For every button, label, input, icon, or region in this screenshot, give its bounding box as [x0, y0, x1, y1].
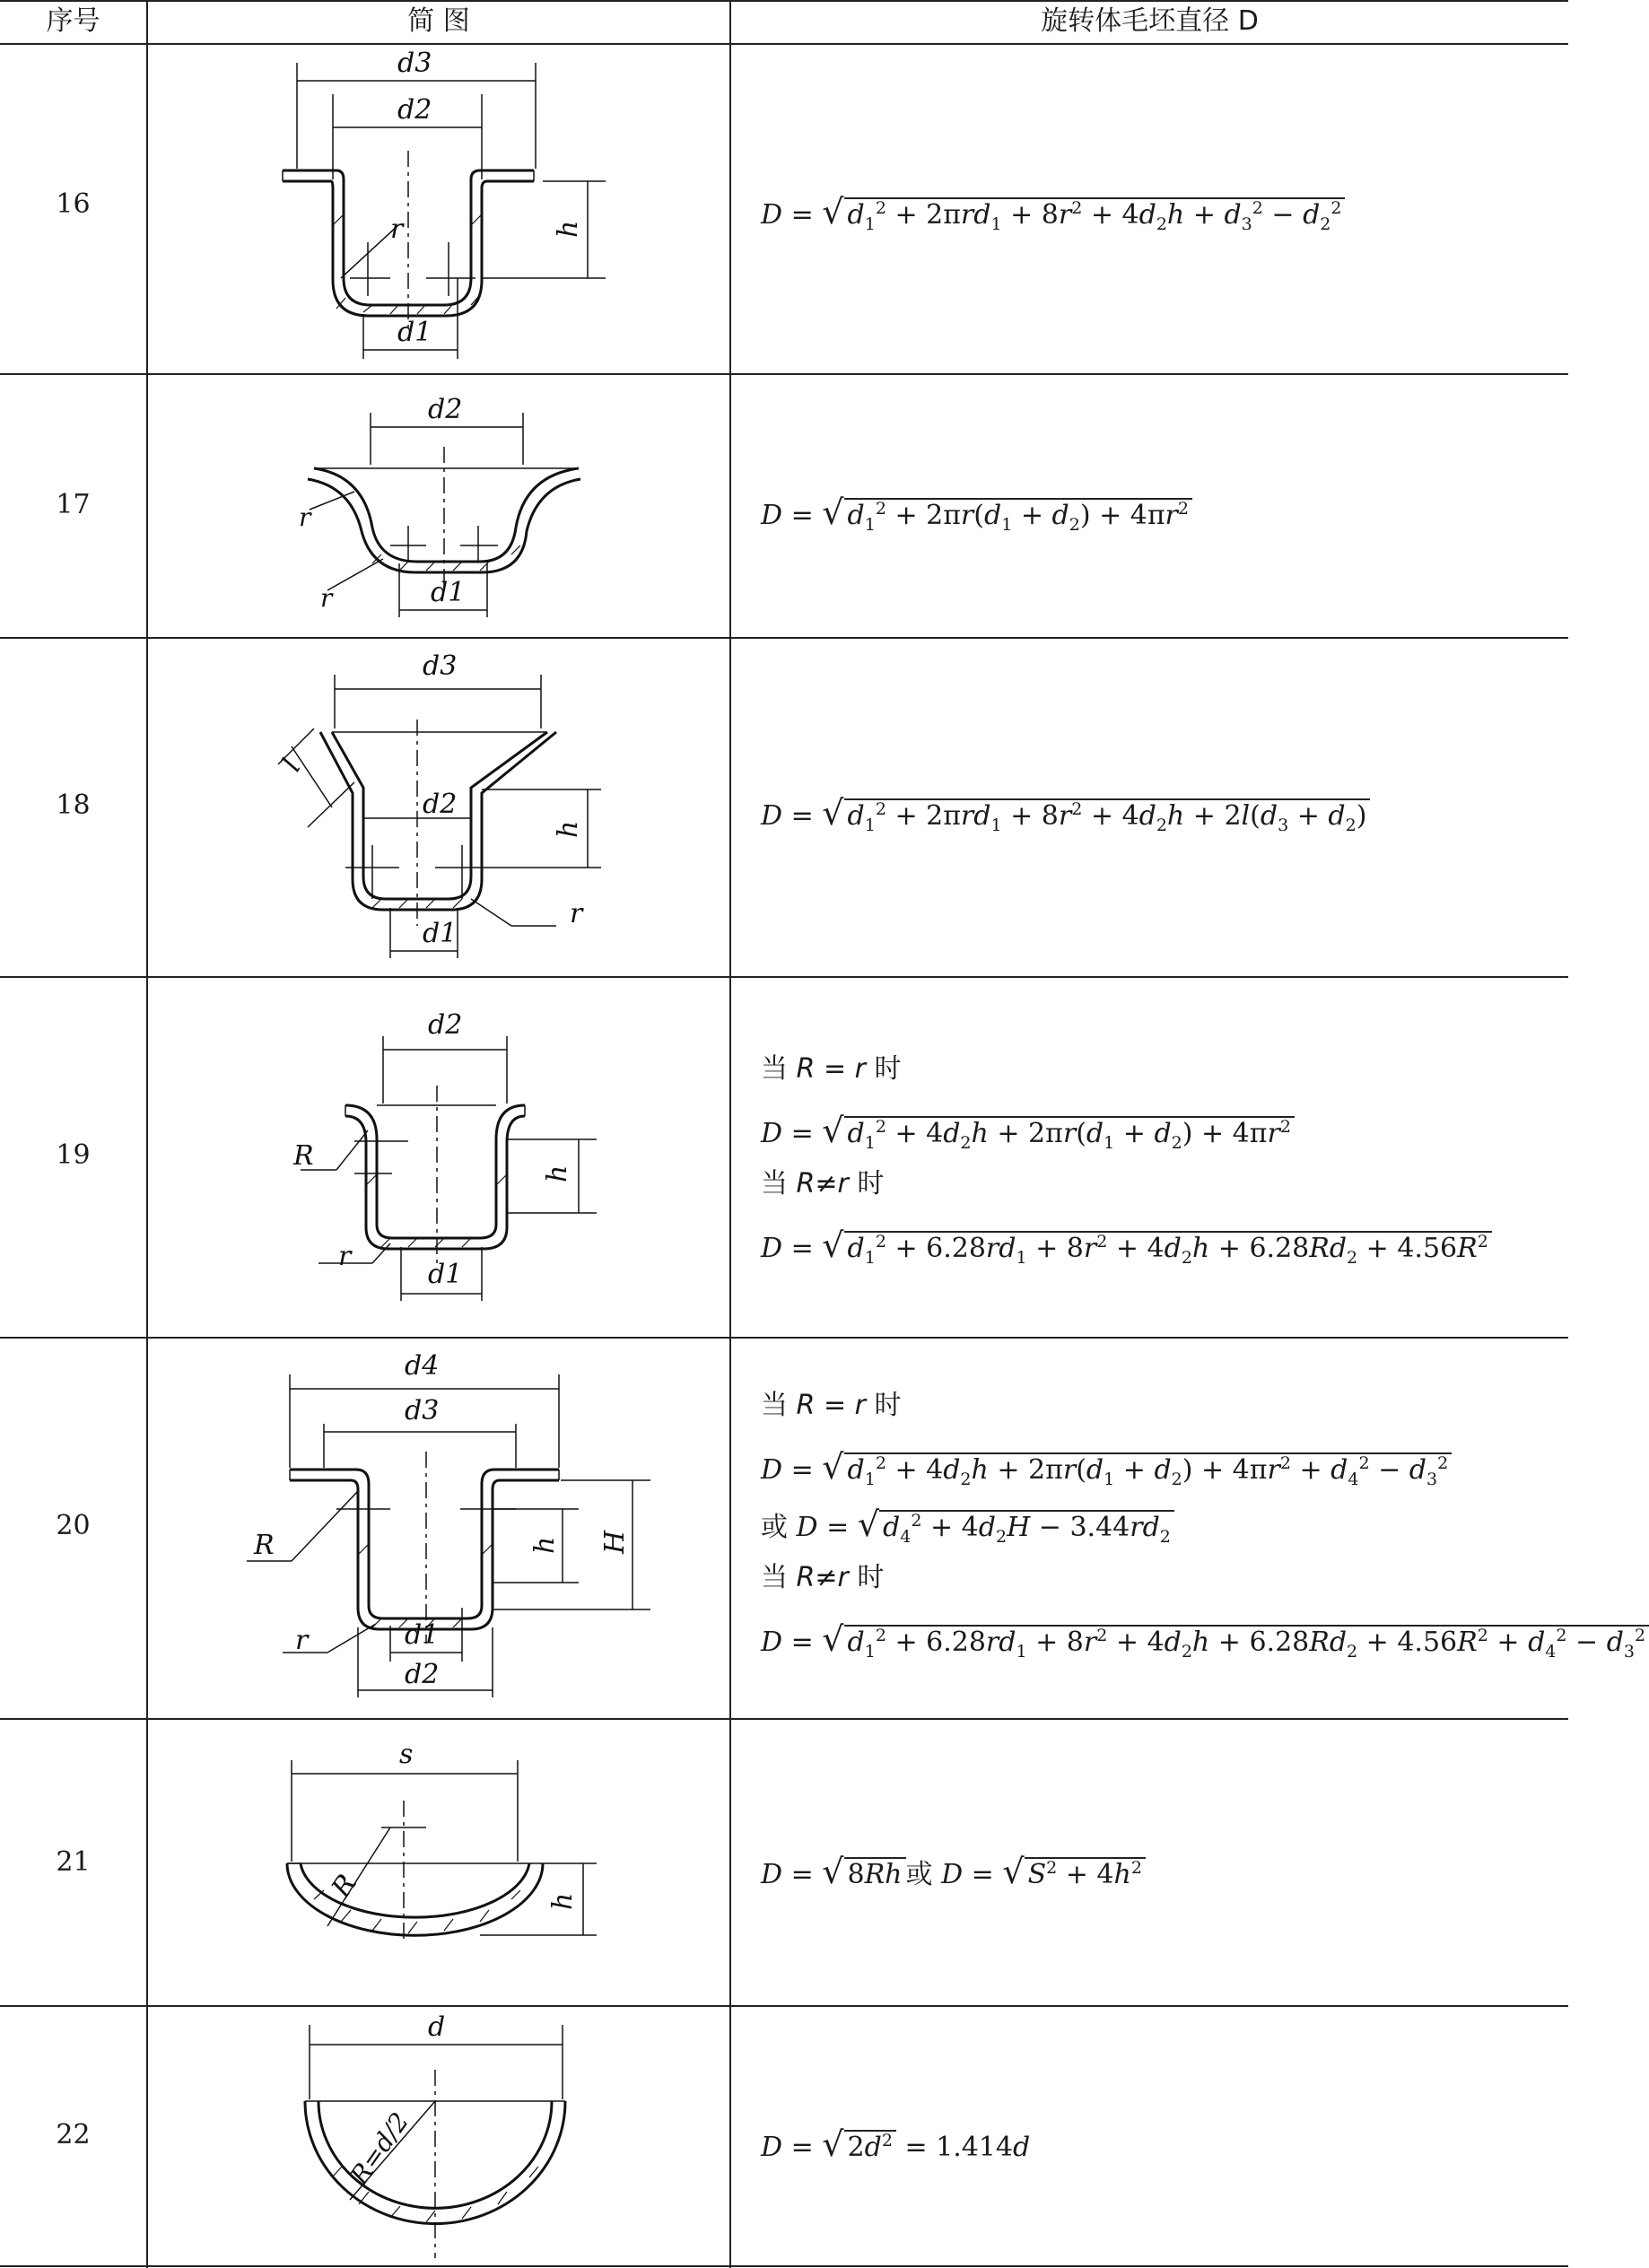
- label-h: h: [542, 1165, 573, 1182]
- label-r: r: [338, 1241, 352, 1272]
- label-R: R: [325, 1869, 363, 1904]
- formula-line: 或 D = √ $d_4^2 + 4d_2H - 3.44rd_2$: [761, 1492, 1649, 1549]
- formula-line: D = √ $d_1^2 + 4d_2h + 2\pi r(d_1 + d_2) + 4\pi r^2 + d_4^2 - d_3^2$: [761, 1435, 1649, 1492]
- row-index: 17: [56, 489, 91, 520]
- label-d3: d3: [405, 1395, 440, 1426]
- label-r: r: [295, 1625, 309, 1656]
- label-d3: d3: [423, 650, 458, 682]
- row-index: 19: [56, 1139, 91, 1171]
- label-R: R: [254, 1530, 275, 1561]
- label-d: d: [428, 2011, 446, 2043]
- label-d2: d2: [423, 789, 458, 820]
- formula-line: D = √ $d_1^2 + 4d_2h + 2\pi r(d_1 + d_2) + 4\pi r^2$: [761, 1098, 1492, 1156]
- formula-22: [761, 2112, 1030, 2169]
- label-H: H: [599, 1530, 631, 1554]
- label-r-lower: r: [320, 583, 333, 613]
- row-index: 16: [56, 188, 91, 220]
- formula-16: [761, 179, 1345, 237]
- row-index: 21: [56, 1846, 91, 1878]
- sketch-19-drawing: [148, 978, 729, 1337]
- header-index: 序号: [46, 5, 100, 37]
- header-formula: 旋转体毛坯直径 D: [1041, 5, 1259, 37]
- formula-line: D = √ $d_1^2 + 2\pi rd_1 + 8r^2 + 4d_2h + 2l(d_3 + d_2)$: [761, 781, 1370, 838]
- label-d1: d1: [423, 918, 458, 949]
- label-r-upper: r: [299, 502, 311, 532]
- table-border: [729, 0, 731, 2268]
- sketch-19: [148, 978, 729, 1337]
- sketch-17-drawing: [148, 375, 729, 637]
- formula-18: [761, 781, 1370, 838]
- formula-line: D = √ $d_1^2 + 2\pi r(d_1 + d_2) + 4\pi r^2$: [761, 480, 1192, 537]
- label-h: h: [553, 220, 584, 238]
- formula-21: [761, 1839, 1146, 1897]
- row-index: 20: [56, 1510, 91, 1541]
- label-d1: d1: [397, 317, 432, 348]
- sketch-18-drawing: [148, 639, 729, 976]
- label-d2: d2: [405, 1659, 440, 1690]
- table-border: [0, 2265, 1568, 2267]
- label-h: h: [547, 1892, 579, 1910]
- formula-20: [761, 1377, 1649, 1664]
- formula-line: D = √ $d_1^2 + 2\pi rd_1 + 8r^2 + 4d_2h + d_3^2 - d_2^2$: [761, 179, 1345, 237]
- sketch-22-drawing: [148, 2007, 729, 2265]
- formula-line: D = √ $d_1^2 + 6.28rd_1 + 8r^2 + 4d_2h + 6.28Rd_2 + 4.56R^2 + d_4^2 - d_3^2$: [761, 1607, 1649, 1664]
- formula-condition: 当 R = r 时: [761, 1053, 902, 1085]
- formula-condition: 当 R≠r 时: [761, 1562, 885, 1593]
- row-index: 22: [56, 2119, 91, 2150]
- label-h: h: [553, 820, 584, 838]
- sketch-20: [148, 1339, 729, 1718]
- formula-condition: 当 R = r 时: [761, 1390, 902, 1421]
- label-d1: d1: [405, 1619, 440, 1651]
- label-s: s: [399, 1739, 414, 1770]
- sketch-20-drawing: [148, 1339, 729, 1718]
- label-R: R=d/2: [344, 2107, 415, 2191]
- sketch-17: [148, 375, 729, 637]
- label-d2: d2: [428, 394, 463, 425]
- label-d2: d2: [428, 1009, 463, 1041]
- label-d1: d1: [428, 1259, 463, 1290]
- label-d1: d1: [431, 577, 466, 608]
- sketch-22: [148, 2007, 729, 2265]
- label-r: r: [390, 214, 404, 245]
- sketch-21: [148, 1720, 729, 2005]
- formula-condition: 当 R≠r 时: [761, 1168, 885, 1199]
- formula-line: D = √ $2d^2 = 1.414d$: [761, 2124, 1031, 2164]
- sketch-18: [148, 639, 729, 976]
- label-d4: d4: [405, 1350, 440, 1382]
- label-d3: d3: [397, 48, 432, 79]
- formula-line: D = √ $d_1^2 + 6.28rd_1 + 8r^2 + 4d_2h + 6.28Rd_2 + 4.56R^2$: [761, 1213, 1492, 1270]
- sketch-21-drawing: [148, 1720, 729, 2005]
- label-R: R: [293, 1140, 314, 1172]
- sketch-16-drawing: [148, 45, 729, 373]
- header-sketch: 简 图: [407, 5, 470, 37]
- label-l: l: [275, 754, 308, 777]
- formula-19: [761, 1041, 1492, 1270]
- label-r: r: [570, 898, 583, 929]
- label-d2: d2: [397, 94, 432, 126]
- sketch-16: [148, 45, 729, 373]
- formula-17: [761, 480, 1192, 537]
- formula-line: D = √ 8Rh 或 D = √ $S^2 + 4h^2$: [761, 1839, 1146, 1897]
- row-index: 18: [56, 789, 91, 821]
- label-h: h: [529, 1536, 561, 1554]
